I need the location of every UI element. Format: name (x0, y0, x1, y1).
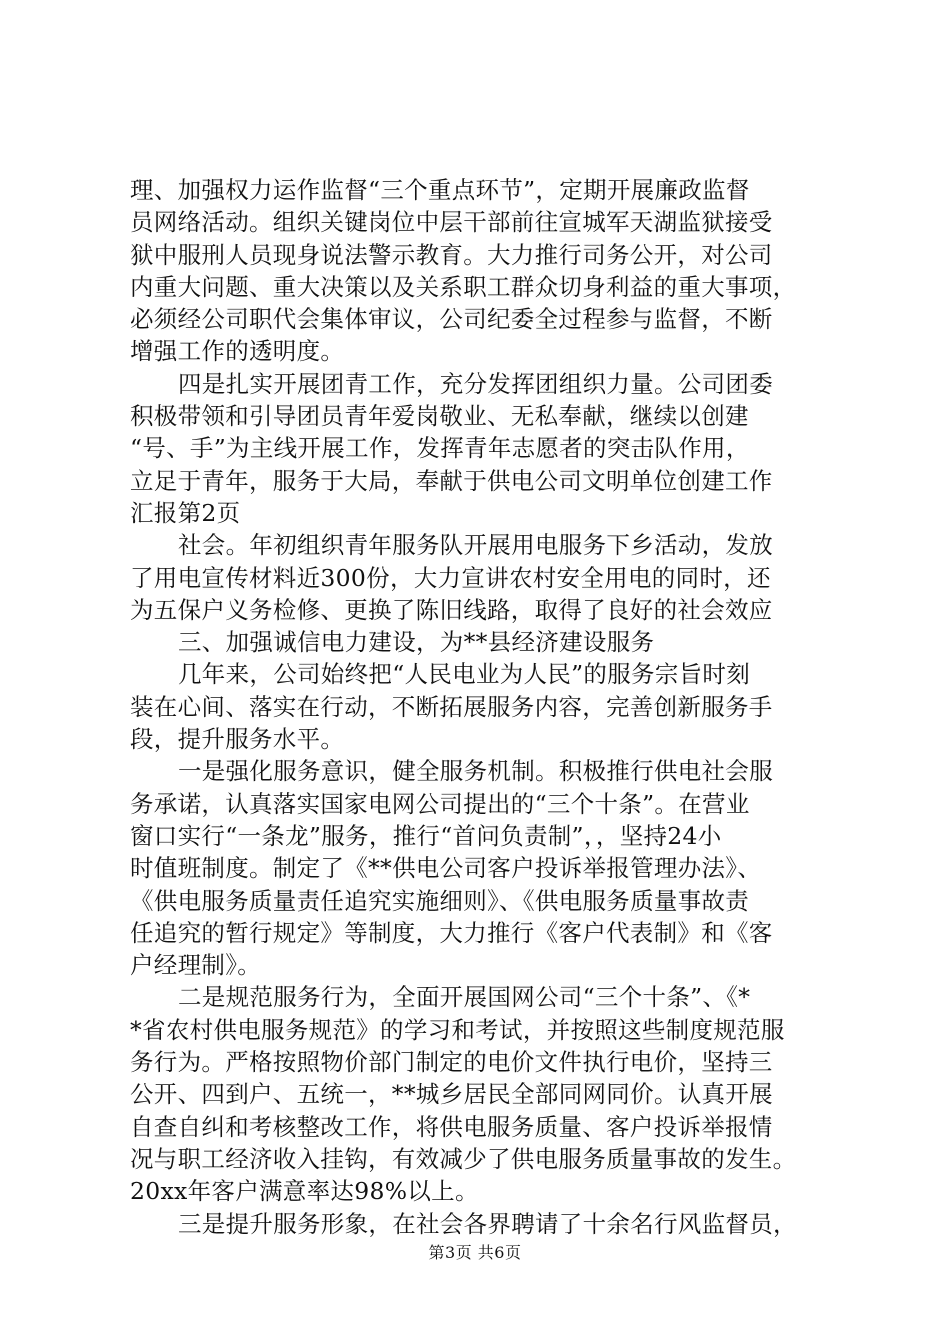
text-line: 公开、四到户、五统一，**城乡居民全部同网同价。认真开展 (130, 1080, 773, 1109)
text-line: 二是规范服务行为，全面开展国网公司“三个十条”、《* (178, 983, 751, 1012)
text-line: 任追究的暂行规定》等制度，大力推行《客户代表制》和《客 (130, 918, 773, 947)
text-line: 一是强化服务意识，健全服务机制。积极推行供电社会服 (178, 757, 773, 786)
text-line: 社会。年初组织青年服务队开展用电服务下乡活动，发放 (178, 531, 773, 560)
text-line: 况与职工经济收入挂钩，有效减少了供电服务质量事故的发生。 (130, 1144, 797, 1173)
text-line: 内重大问题、重大决策以及关系职工群众切身利益的重大事项， (130, 272, 797, 301)
text-line: 积极带领和引导团员青年爱岗敬业、无私奉献，继续以创建 (130, 402, 749, 431)
text-line: 了用电宣传材料近300份，大力宣讲农村安全用电的同时，还 (130, 563, 771, 592)
text-line: 几年来，公司始终把“人民电业为人民”的服务宗旨时刻 (178, 660, 751, 689)
text-line: 立足于青年，服务于大局，奉献于供电公司文明单位创建工作 (130, 466, 773, 495)
document-body (130, 174, 830, 1240)
text-line: 三、加强诚信电力建设，为**县经济建设服务 (178, 628, 655, 657)
text-line: 汇报第2页 (130, 498, 241, 527)
text-line: 理、加强权力运作监督“三个重点环节”，定期开展廉政监督 (130, 176, 750, 204)
text-line: 户经理制》。 (130, 951, 262, 980)
text-line: 三是提升服务形象，在社会各界聘请了十余名行风监督员， (178, 1209, 797, 1238)
text-line: 务承诺，认真落实国家电网公司提出的“三个十条”。在营业 (130, 789, 750, 818)
text-line: *省农村供电服务规范》的学习和考试，并按照这些制度规范服 (130, 1015, 785, 1044)
text-line: 务行为。严格按照物价部门制定的电价文件执行电价，坚持三 (130, 1048, 773, 1077)
text-line: 《供电服务质量责任追究实施细则》、《供电服务质量事故责 (130, 886, 750, 915)
text-line: 为五保户义务检修、更换了陈旧线路，取得了良好的社会效应 (130, 595, 773, 624)
text-line: 员网络活动。组织关键岗位中层干部前往宣城军天湖监狱接受 (130, 208, 773, 237)
text-line: 自查自纠和考核整改工作，将供电服务质量、客户投诉举报情 (130, 1112, 773, 1141)
text-line: 必须经公司职代会集体审议，公司纪委全过程参与监督，不断 (130, 305, 773, 334)
text-line: 时值班制度。制定了《**供电公司客户投诉举报管理办法》、 (130, 854, 762, 883)
text-line: “号、手”为主线开展工作，发挥青年志愿者的突击队作用， (130, 434, 750, 463)
text-line: 装在心间、落实在行动，不断拓展服务内容，完善创新服务手 (130, 692, 773, 721)
page-footer: 第3页 共6页 (428, 1243, 522, 1262)
text-line: 增强工作的透明度。 (130, 337, 345, 366)
text-line: 狱中服刑人员现身说法警示教育。大力推行司务公开，对公司 (130, 240, 773, 269)
text-line: 窗口实行“一条龙”服务，推行“首问负责制”，，坚持24小 (130, 821, 722, 850)
text-line: 段，提升服务水平。 (130, 725, 345, 754)
text-line: 四是扎实开展团青工作，充分发挥团组织力量。公司团委 (178, 369, 773, 398)
text-line: 20xx年客户满意率达98%以上。 (130, 1177, 479, 1206)
